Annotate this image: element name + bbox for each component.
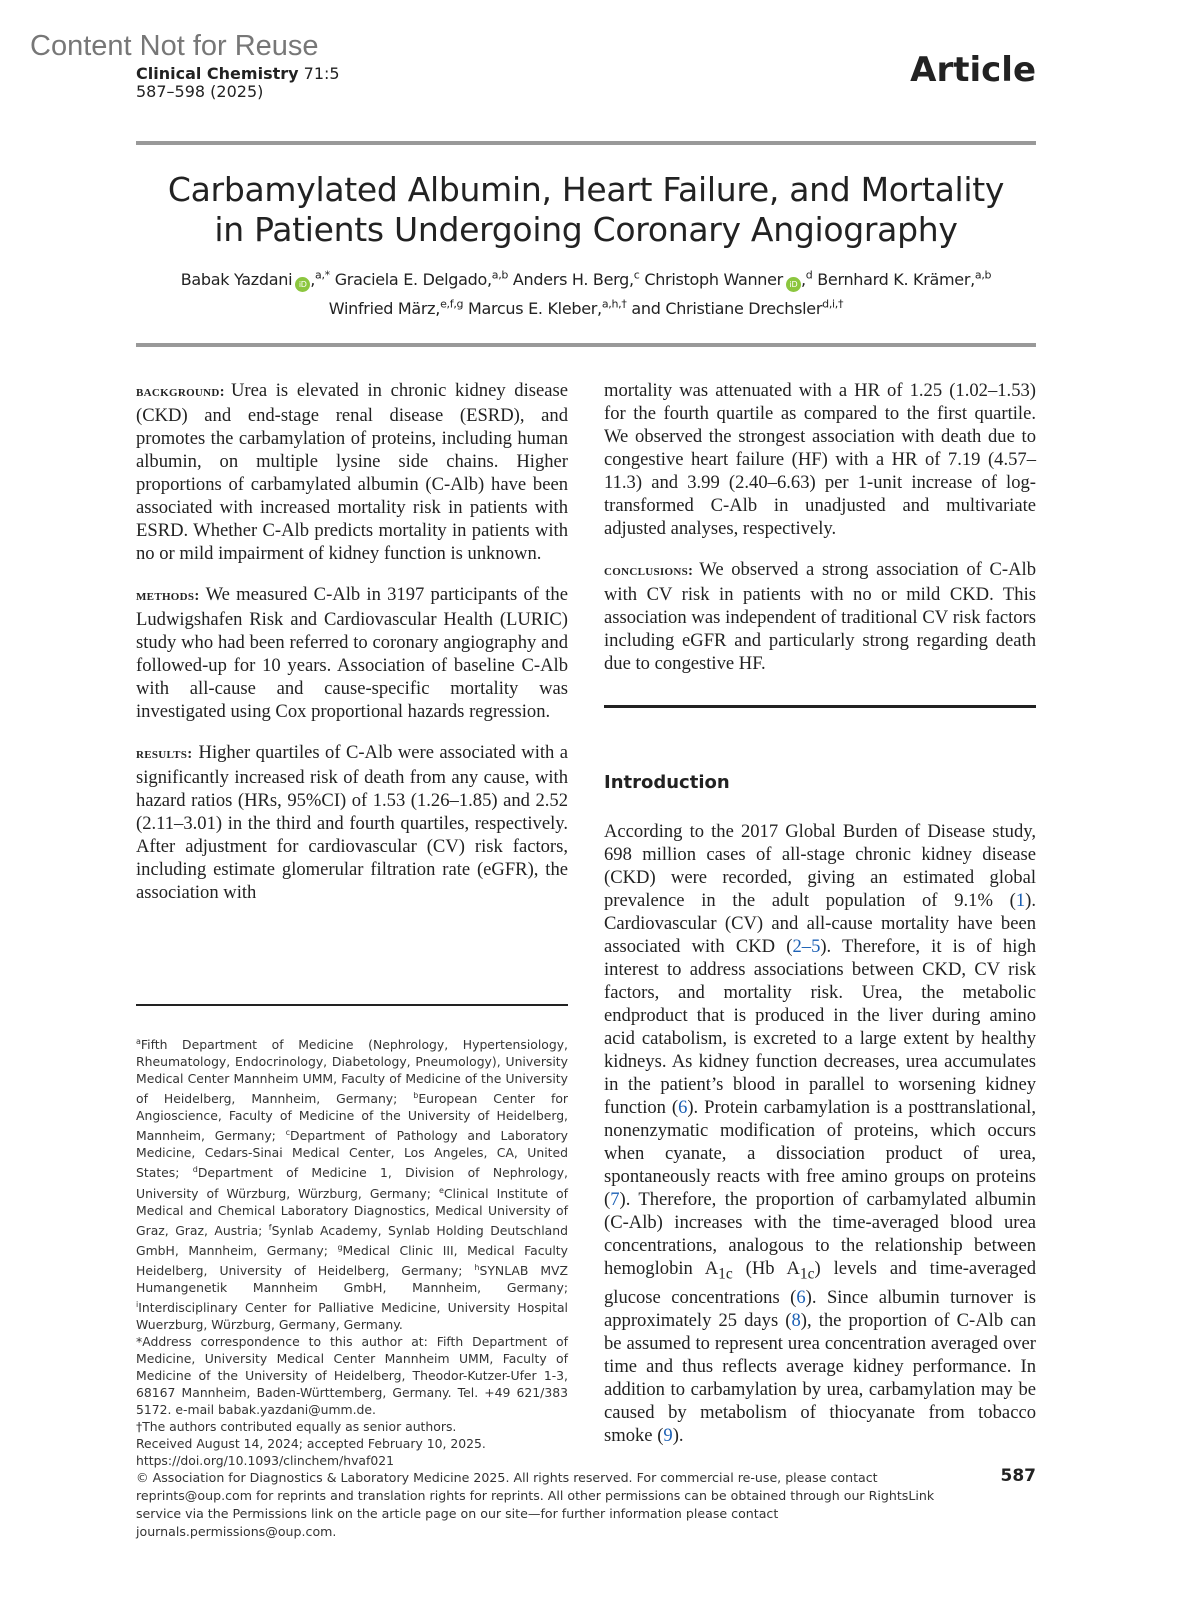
conclusions-text: We observed a strong association of C-Alb with CV risk in patients with no or mild CKD. This association was independent of traditional CV risk factors including eGFR and particularly strong regarding death due to congestive HF. [604, 559, 1036, 674]
affiliation-mark: b [413, 1091, 419, 1101]
doi-link[interactable]: https://doi.org/10.1093/clinchem/hvaf021 [136, 1453, 395, 1469]
conclusions-label: conclusions: [604, 563, 694, 579]
author-name: Graciela E. Delgado, [334, 270, 492, 290]
affiliation-text: Department of Medicine 1, Division of Nephrology, University of Würzburg, Würzburg, Germany; [136, 1165, 568, 1201]
affiliation-mark: a [136, 1037, 141, 1046]
author[interactable]: Babak Yazdani iD ,$^{a,*}$ [181, 270, 330, 289]
affiliation-mark: e [438, 1185, 444, 1195]
author[interactable] [513, 270, 640, 289]
article-type: Article [910, 50, 1036, 90]
text-run: ), the proportion of C-Alb can be assumed to represent urea concentration averaged over time and thus reflects average kidney performance. In addition to carbamylation by urea, carbamylation may be caused by metabolism of thiocyanate from tobacco smoke ( [604, 1309, 1036, 1446]
affiliation-text: Clinical Institute of Medical and Chemical Laboratory Diagnostics, Medical University of Graz, Graz, Austria; [136, 1185, 568, 1238]
introduction-heading: Introduction [604, 772, 730, 793]
methods-text: We measured C-Alb in 3197 participants of the Ludwigshafen Risk and Cardiovascular Health (LURIC) study who had been referred to coronary angiography and followed-up for 10 years. Association of baseline C-Alb with all-cause and cause-specific mortality was investigated using Cox proportional hazards regression. [136, 584, 568, 722]
text-run: ). Therefore, it is of high interest to address associations between CKD, CV risk factors, and mortality risk. Urea, the metabolic endproduct that is produced in the liver during amino acid catabolism, is excreted to a large extent by healthy kidneys. As kidney function decreases, urea accumulates in the patient’s blood in parallel to worsening kidney function ( [604, 936, 1036, 1118]
affiliation-text: Synlab Academy, Synlab Holding Deutschland GmbH, Mannheim, Germany; [136, 1222, 568, 1258]
author[interactable] [335, 270, 508, 289]
author-name: Marcus E. Kleber, [468, 298, 602, 318]
author-affiliation-marks: a,* [315, 269, 330, 282]
results-text: Higher quartiles of C-Alb were associated with a significantly increased risk of death from any cause, with hazard ratios (HRs, 95%CI) of 1.53 (1.26–1.85) and 2.52 (2.11–3.01) in the third and fourth quartiles, respectively. After adjustment for cardiovascular (CV) risk factors, including estimate glomerular filtration rate (eGFR), the association with [136, 742, 568, 903]
author-affiliation-marks: a,b [974, 269, 992, 282]
title-line-2: in Patients Undergoing Coronary Angiography [214, 210, 958, 249]
authors-rule [136, 343, 1036, 347]
senior-authors-note: †The authors contributed equally as senior authors. [136, 1419, 457, 1435]
article-title [136, 170, 1036, 250]
author[interactable] [468, 299, 627, 318]
citation-link[interactable]: 8 [791, 1309, 801, 1331]
orcid-icon[interactable]: iD [295, 277, 310, 292]
abstract-right-column [604, 379, 1036, 693]
affiliation-mark: g [337, 1242, 343, 1252]
affiliation-mark: h [474, 1262, 480, 1272]
abstract-conclusions [604, 558, 1036, 675]
author[interactable] [631, 299, 843, 318]
author[interactable] [817, 270, 991, 289]
abstract-end-rule [604, 705, 1036, 708]
subscript: 1c [718, 1265, 733, 1283]
citation-link[interactable]: 1 [1015, 890, 1026, 911]
journal-info [136, 65, 340, 101]
author-name: Winfried März, [328, 298, 441, 318]
footnotes [136, 1033, 568, 1469]
citation-link[interactable]: 2–5 [792, 936, 821, 957]
orcid-icon[interactable]: iD [786, 277, 801, 292]
affiliation-text: European Center for Angioscience, Faculty of Medicine of the University of Heidelberg, Mannheim, Germany; [136, 1091, 568, 1144]
abstract-results-continued: mortality was attenuated with a HR of 1.25 (1.02–1.53) for the fourth quartile as compared to the first quartile. We observed the strongest association with death due to congestive heart failure (HF) with a HR of 7.19 (4.57–11.3) and 3.99 (2.40–6.63) per 1-unit increase of log-transformed C-Alb in unadjusted and multivariate adjusted analyses, respectively. [604, 380, 1036, 539]
affiliation-text: Department of Pathology and Laboratory Medicine, Cedars-Sinai Medical Center, Los Angeles, CA, United States; [136, 1128, 568, 1181]
affiliation-text: Interdisciplinary Center for Palliative Medicine, University Hospital Wuerzburg, Würzburg, Germany, Germany. [136, 1300, 568, 1333]
page-number: 587 [1000, 1466, 1036, 1486]
watermark: Content Not for Reuse [30, 30, 319, 62]
affiliations [136, 1033, 568, 1333]
text-run: ). Protein carbamylation is a posttranslational, nonenzymatic modification of proteins, which occurs when cyanate, a dissociation product of urea, spontaneously reacts with free amino groups on proteins ( [604, 1097, 1036, 1210]
text-run: ). Therefore, the proportion of carbamylated albumin (C-Alb) increases with the time-averaged blood urea concentrations, analogous to the relationship between hemoglobin A [604, 1189, 1036, 1279]
journal-issue: 71:5 [303, 64, 340, 83]
background-text: Urea is elevated in chronic kidney disease (CKD) and end-stage renal disease (ESRD), and promotes the carbamylation of proteins, including human albumin, on multiple lysine side chains. Higher proportions of carbamylated albumin (C-Alb) have been associated with increased mortality risk in patients with ESRD. Whether C-Alb predicts mortality in patients with no or mild impairment of kidney function is unknown. [136, 380, 568, 564]
abstract-background [136, 379, 568, 565]
footnote-rule [136, 1004, 568, 1006]
author-name: Babak Yazdani [180, 270, 293, 290]
affiliation-mark: d [192, 1165, 198, 1175]
text-run: ). [672, 1424, 684, 1446]
citation-link[interactable]: 6 [796, 1286, 806, 1308]
text-run: ). Since albumin turnover is approximately 25 days ( [604, 1286, 1036, 1331]
author[interactable] [329, 299, 463, 318]
results-label: results: [136, 746, 193, 762]
correspondence: *Address correspondence to this author at: Fifth Department of Medicine, University Medical Center Mannheim UMM, Faculty of Medicine of the University of Heidelberg, Theodor-Kutzer-Ufer 1-3, 68167 Mannheim, Baden-Württemberg, Germany. Tel. +49 621/383 5172. e-mail babak.yazdani@umm.de. [136, 1334, 568, 1418]
text-run: According to the 2017 Global Burden of Disease study, 698 million cases of all-stage chronic kidney disease (CKD) were recorded, giving an estimated global prevalence in the adult population of 9.1% ( [604, 821, 1036, 911]
introduction-paragraph [604, 820, 1036, 1447]
citation-link[interactable]: 9 [663, 1424, 673, 1446]
author-name: Anders H. Berg, [512, 270, 634, 290]
introduction-column [604, 820, 1036, 1465]
citation-link[interactable]: 6 [678, 1097, 688, 1118]
abstract-methods [136, 583, 568, 723]
abstract-results [136, 741, 568, 904]
affiliation-mark: i [136, 1300, 139, 1309]
subscript: 1c [799, 1265, 815, 1283]
author[interactable]: Christoph Wanner iD ,$^d$ [644, 270, 812, 289]
title-line-1: Carbamylated Albumin, Heart Failure, and Mortality [167, 170, 1005, 209]
background-label: background: [136, 384, 225, 400]
journal-pages: 587–598 (2025) [136, 82, 264, 101]
text-run: ). Cardiovascular (CV) and all-cause mortality have been associated with CKD ( [604, 890, 1036, 957]
author-affiliation-marks: d,i,† [822, 297, 844, 311]
affiliation-text: Fifth Department of Medicine (Nephrology, Hypertensiology, Rheumatology, Endocrinology, Diabetology, Pneumology), University Medical Center Mannheim UMM, Faculty of Medicine of the University of Heidelberg, Mannheim, Germany; [136, 1037, 568, 1107]
affiliation-text: Medical Clinic III, Medical Faculty Heidelberg, University of Heidelberg, Germany; [136, 1242, 569, 1278]
author-affiliation-marks: e,f,g [440, 297, 464, 311]
methods-label: methods: [136, 588, 200, 604]
author-list [136, 264, 1036, 321]
affiliation-mark: f [268, 1222, 272, 1232]
copyright-footer: © Association for Diagnostics & Laboratory Medicine 2025. All rights reserved. For commercial re-use, please contact reprints@oup.com for reprints and translation rights for reprints. All other permissions can be obtained through our RightsLink service via the Permissions link on the article page on our site—for further information please contact journals.permissions@oup.com. [136, 1470, 935, 1539]
citation-link[interactable]: 7 [610, 1189, 620, 1210]
text-run: ) levels and time-averaged glucose concentrations ( [604, 1258, 1036, 1308]
journal-name: Clinical Chemistry [136, 64, 299, 83]
affiliation-text: SYNLAB MVZ Humangenetik Mannheim GmbH, Mannheim, Germany; [136, 1263, 568, 1295]
author-name: and Christiane Drechsler [631, 298, 823, 318]
abstract-left-column [136, 379, 568, 922]
author-affiliation-marks: a,h,† [601, 297, 627, 311]
author-affiliation-marks: a,b [491, 269, 509, 282]
text-run: (Hb A [732, 1258, 800, 1279]
author-name: Christoph Wanner [644, 270, 783, 290]
author-affiliation-marks: c [633, 269, 640, 282]
author-name: Bernhard K. Krämer, [817, 270, 975, 290]
author-affiliation-marks: d [805, 269, 813, 282]
header-rule [136, 141, 1036, 145]
received-dates: Received August 14, 2024; accepted February 10, 2025. [136, 1436, 486, 1452]
affiliation-mark: c [285, 1128, 291, 1138]
